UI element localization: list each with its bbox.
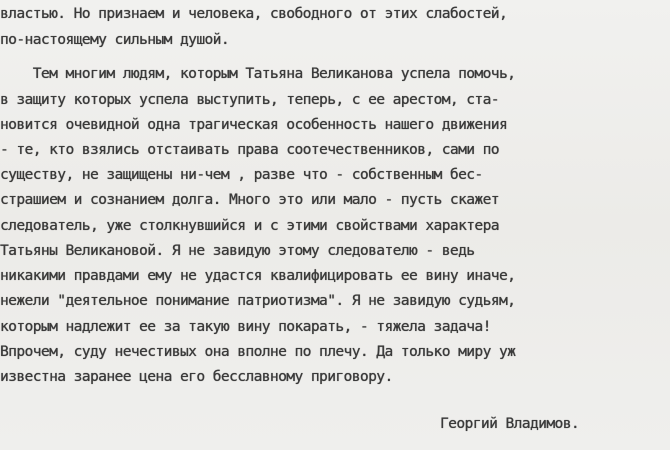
text-line: новится очевидной одна трагическая особенность нашего движения <box>0 117 508 133</box>
text-line: Татьяны Великановой. Я не завидую этому следователю - ведь <box>0 243 475 259</box>
text-line: - те, кто взялись отстаивать права соотечественников, сами по <box>0 142 499 158</box>
text-line: Впрочем, суду нечестивых она вполне по плечу. Да только миру уж <box>0 344 516 360</box>
text-line: властью. Но признаем и человека, свободного от этих слабостей, <box>0 6 508 22</box>
signature: Георгий Владимов. <box>440 416 580 432</box>
text-line: которым надлежит ее за такую вину покарать, - тяжела задача! <box>0 319 491 335</box>
text-line: Тем многим людям, которым Татьяна Великанова успела помочь, <box>0 66 516 82</box>
text-line: никакими правдами ему не удастся квалифицировать ее вину иначе, <box>0 268 516 284</box>
text-line: известна заранее цена его бесславному приговору. <box>0 369 393 385</box>
text-line: в защиту которых успела выступить, теперь, с ее арестом, ста- <box>0 92 499 108</box>
text-line: нежели "деятельное понимание патриотизма". Я не завидую судьям, <box>0 293 516 309</box>
text-line: следователь, уже столкнувшийся и с этими свойствами характера <box>0 218 499 234</box>
text-line: существу, не защищены ни-чем , разве что - собственным бес- <box>0 167 483 183</box>
text-line: по-настоящему сильным душой. <box>0 32 230 48</box>
text-line: страшием и сознанием долга. Много это или мало - пусть скажет <box>0 192 499 208</box>
